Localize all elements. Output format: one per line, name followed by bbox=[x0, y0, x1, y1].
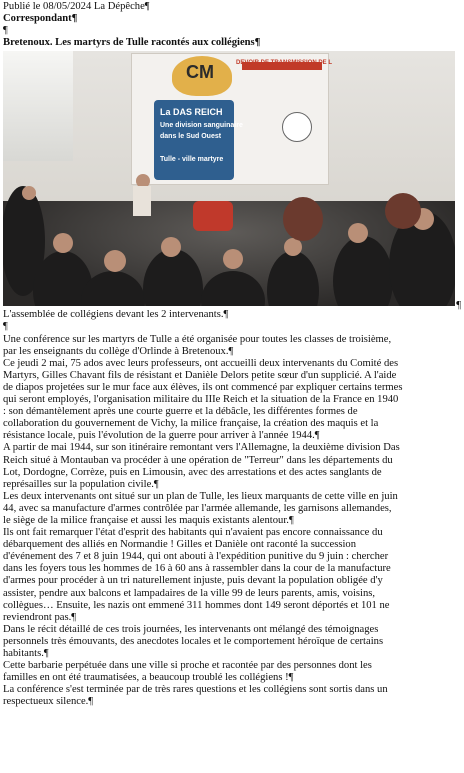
body-line: 44, avec sa manufacture d'armes contrôlée par l'armée allemande, les garnisons allemandes, bbox=[3, 502, 392, 514]
body-line: reviendront pas.¶ bbox=[3, 611, 77, 623]
body-line: Ils ont fait remarquer l'état d'esprit des habitants qui n'avaient pas encore connaissance du bbox=[3, 527, 383, 539]
body-line: d'armes pour procéder à un tri naturellement injuste, puis devant la population obligée d'y bbox=[3, 575, 383, 587]
body-line: d'événement des 7 et 8 juin 1944, qui ont abouti à l'expédition punitive du 9 juin : chercher bbox=[3, 551, 389, 563]
slide-line-2: Une division sanguinaire bbox=[160, 122, 243, 130]
body-line: collaboration du gouvernement de Vichy, la milice française, la création des maquis et la bbox=[3, 418, 379, 430]
body-line: personnels très émouvants, des anecdotes locales et le comportement héroïque de certains bbox=[3, 635, 384, 647]
body-line: par les enseignants du collège d'Orlinde à Bretenoux.¶ bbox=[3, 345, 234, 357]
body-line: habitants.¶ bbox=[3, 648, 49, 659]
photo-caption: L'assemblée de collégiens devant les 2 intervenants.¶ bbox=[3, 309, 229, 321]
slide-line-1: La DAS REICH bbox=[160, 107, 223, 118]
article-title: Bretenoux. Les martyrs de Tulle racontés aux collégiens¶ bbox=[3, 37, 261, 49]
slide-line-4: Tulle - ville martyre bbox=[160, 156, 224, 164]
slide-top-text: DEVOIR DE TRANSMISSION DE L bbox=[236, 60, 333, 67]
body-line: A partir de mai 1944, sur son itinéraire remontant vers l'Allemagne, la deuxième division Das bbox=[3, 442, 400, 454]
body-line: Lot, Dordogne, Corrèze, puis en Limousin, avec des arrestations et des actes sanglants de bbox=[3, 466, 382, 478]
slide-line-3: dans le Sud Ouest bbox=[160, 133, 222, 141]
body-line: représailles sur la population civile.¶ bbox=[3, 478, 159, 490]
body-line: Les deux intervenants ont situé sur un plan de Tulle, les lieux marquants de cette ville en juin bbox=[3, 490, 398, 502]
body-line: Cette barbarie perpétuée dans une ville si proche et racontée par des personnes dont les bbox=[3, 660, 372, 672]
publication-line: Publié le 08/05/2024 La Dépêche¶ bbox=[3, 1, 150, 12]
body-line: débarquement des alliés en Normandie ! Gilles et Danièle ont raconté la succession bbox=[3, 539, 356, 551]
body-line: Martyrs, Gilles Chavant fils de résistant et Danièle Delors petite sœur d'un supplicié. A l'aide bbox=[3, 369, 397, 381]
body-line: Une conférence sur les martyrs de Tulle a été organisée pour toutes les classes de troisième, bbox=[3, 333, 392, 345]
body-line: le siège de la milice française et aussi les maquis existants alentour.¶ bbox=[3, 514, 294, 526]
body-line: dans les foyers tous les hommes de 16 à 60 ans à rassembler dans la cour de la manufacture bbox=[3, 563, 391, 575]
slide-logo-text: CM bbox=[186, 62, 214, 83]
body-line: Ce jeudi 2 mai, 75 ados avec leurs professeurs, ont accueilli deux intervenants du Comité des bbox=[3, 357, 399, 369]
section-label: Correspondant¶ bbox=[3, 13, 78, 25]
audience-silhouettes bbox=[3, 51, 455, 306]
article-body bbox=[3, 334, 461, 709]
body-line: de diapos projetées sur le mur face aux élèves, ils ont commencé par expliquer certains termes bbox=[3, 381, 403, 393]
body-line: collègues… Ensuite, les nazis ont emmené 311 hommes dont 149 seront déportés et 101 ne bbox=[3, 599, 390, 611]
body-line: familles en ont été traumatisées, a beaucoup troublé les collégiens !¶ bbox=[3, 672, 294, 684]
body-line: respectueux silence.¶ bbox=[3, 696, 94, 708]
body-line: Reich situé à Montauban va procéder à une opération de "Terreur" dans les départements du bbox=[3, 454, 393, 466]
body-line: Dans le récit détaillé de ces trois journées, les intervenants ont mélangé des témoignages bbox=[3, 623, 379, 635]
article-photo bbox=[3, 51, 455, 306]
body-line: La conférence s'est terminée par de très rares questions et les collégiens sont sortis dans un bbox=[3, 684, 388, 696]
body-line: qui seront employés, l'organisation militaire du IIIe Reich et la situation de la France en 1940 bbox=[3, 394, 399, 406]
blank-paragraph-2: ¶ bbox=[3, 321, 8, 333]
body-line: assister, pendre aux balcons et lampadaires de la ville 99 de leurs parents, amis, voisins, bbox=[3, 587, 376, 599]
body-line: : son démantèlement après une courte guerre et la débâcle, les différentes formes de bbox=[3, 406, 358, 418]
photo-end-mark: ¶ bbox=[456, 300, 461, 311]
document-page bbox=[3, 0, 461, 773]
body-line: résistance locale, puis l'évolution de la guerre pour arriver à l'année 1944.¶ bbox=[3, 430, 320, 442]
blank-paragraph: ¶ bbox=[3, 25, 8, 37]
